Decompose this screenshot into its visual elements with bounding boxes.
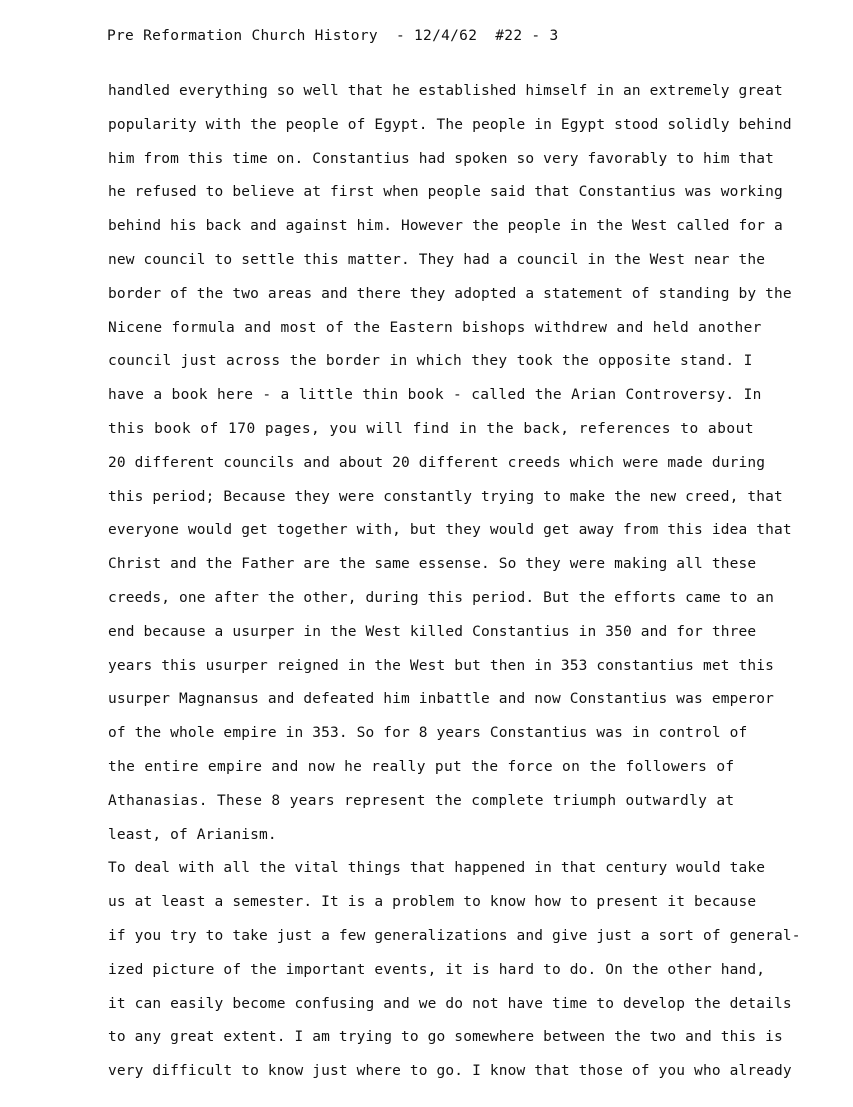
text-line: popularity with the people of Egypt. The people in Egypt stood solidly behind	[108, 116, 792, 133]
text-line: Christ and the Father are the same essense. So they were making all these	[108, 556, 757, 573]
text-line: years this usurper reigned in the West but then in 353 constantius met this	[108, 657, 774, 674]
text-line: the entire empire and now he really put the force on the followers of	[108, 758, 735, 775]
text-line: it can easily become confusing and we do not have time to develop the details	[108, 995, 792, 1012]
text-line: border of the two areas and there they adopted a statement of standing by the	[108, 285, 792, 302]
text-line: him from this time on. Constantius had spoken so very favorably to him that	[108, 150, 774, 167]
text-line: he refused to believe at first when people said that Constantius was working	[108, 184, 783, 201]
text-line: usurper Magnansus and defeated him inbattle and now Constantius was emperor	[108, 691, 774, 708]
text-line: this book of 170 pages, you will find in the back, references to about	[108, 420, 755, 437]
text-line: us at least a semester. It is a problem to know how to present it because	[108, 894, 757, 911]
text-line: creeds, one after the other, during this period. But the efforts came to an	[108, 589, 774, 606]
text-line: ized picture of the important events, it is hard to do. On the other hand,	[108, 961, 766, 978]
text-line: least, of Arianism.	[108, 826, 277, 843]
page-header: Pre Reformation Church History - 12/4/62 #22 - 3	[107, 28, 559, 44]
text-line: of the whole empire in 353. So for 8 years Constantius was in control of	[108, 725, 748, 742]
text-line: behind his back and against him. However the people in the West called for a	[108, 218, 783, 235]
text-line: To deal with all the vital things that happened in that century would take	[108, 860, 766, 877]
text-line: new council to settle this matter. They had a council in the West near the	[108, 251, 766, 268]
text-line: 20 different councils and about 20 different creeds which were made during	[108, 454, 766, 471]
text-line: council just across the border in which they took the opposite stand. I	[108, 353, 753, 370]
text-line: handled everything so well that he established himself in an extremely great	[108, 83, 783, 99]
text-line: if you try to take just a few generalizations and give just a sort of general-	[108, 927, 801, 944]
text-line: Athanasias. These 8 years represent the complete triumph outwardly at	[108, 792, 735, 809]
text-line: this period; Because they were constantly trying to make the new creed, that	[108, 488, 783, 505]
text-line: to any great extent. I am trying to go somewhere between the two and this is	[108, 1029, 783, 1046]
text-line: everyone would get together with, but they would get away from this idea that	[108, 522, 792, 539]
text-line: Nicene formula and most of the Eastern bishops withdrew and held another	[108, 319, 762, 336]
text-line: have a book here - a little thin book - called the Arian Controversy. In	[108, 387, 762, 404]
text-line: very difficult to know just where to go. I know that those of you who already	[108, 1063, 792, 1080]
text-line: end because a usurper in the West killed Constantius in 350 and for three	[108, 623, 757, 640]
body-text	[108, 80, 801, 1094]
